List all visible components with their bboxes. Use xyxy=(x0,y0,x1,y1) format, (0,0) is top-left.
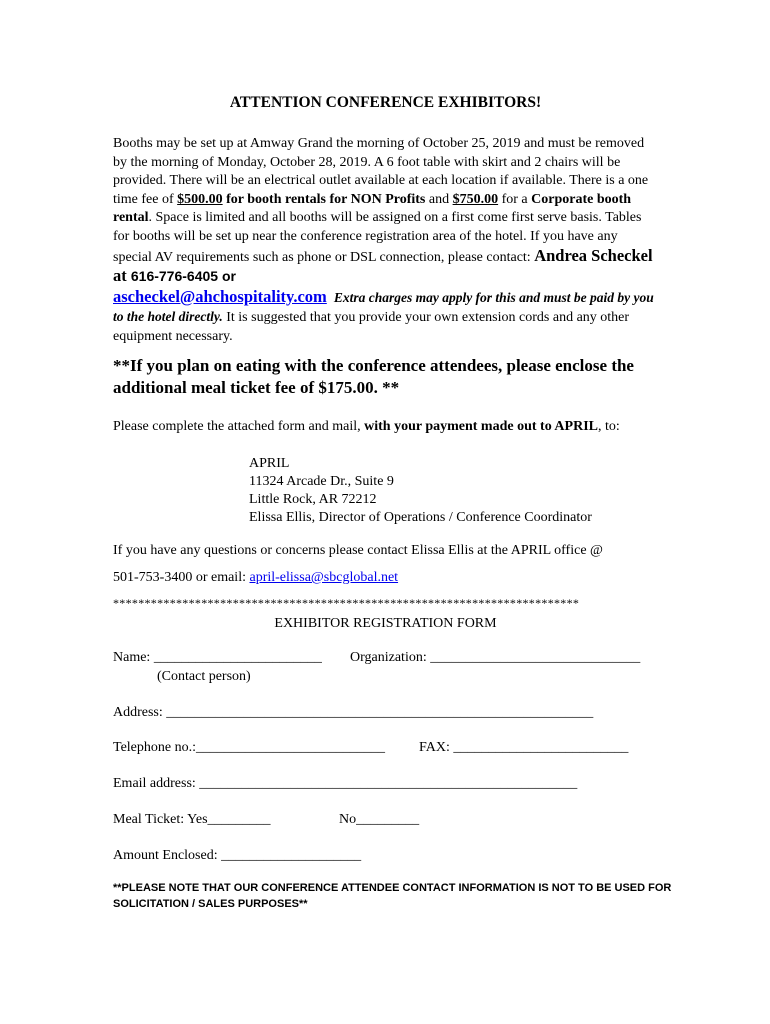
instructions xyxy=(113,418,658,436)
fee-nonprofit-label: for booth rentals for NON Profits xyxy=(222,191,426,207)
contact-phone: 616-776-6405 or xyxy=(130,268,236,285)
separator-line: ************************************************************************** xyxy=(113,596,580,610)
questions-phone: 501-753-3400 or email: xyxy=(113,570,250,585)
meal-ticket-no-field[interactable]: No_________ xyxy=(339,812,420,827)
instructions-payment: with your payment made out to APRIL xyxy=(364,419,598,434)
instructions-text: Please complete the attached form and mail, xyxy=(113,419,365,434)
intro-paragraph xyxy=(113,135,658,347)
amount-enclosed-field[interactable]: Amount Enclosed: ____________________ xyxy=(113,848,362,863)
intro-text-6: . Space is limited and all booths will be assigned on a first come first serve basis. Tables for booths will be set up near the conference registration area of the hotel. If you have any special AV requirements such as phone or DSL connection, please contact: xyxy=(113,210,642,265)
page-title: ATTENTION CONFERENCE EXHIBITORS! xyxy=(229,94,542,111)
address-field[interactable]: Address: _____________________________________________________________ xyxy=(113,705,594,720)
address-line: Little Rock, AR 72212 xyxy=(249,492,377,507)
organization-field[interactable]: Organization: ______________________________ xyxy=(350,650,641,665)
meal-notice: **If you plan on eating with the conference attendees, please enclose the additional meal ticket fee of $175.00. ** xyxy=(113,356,634,397)
telephone-field[interactable]: Telephone no.:___________________________ xyxy=(113,740,385,755)
address-line: Elissa Ellis, Director of Operations / Conference Coordinator xyxy=(249,510,592,525)
questions-line-2 xyxy=(113,570,398,586)
instructions-to: , to: xyxy=(598,419,620,434)
fee-nonprofit: $500.00 xyxy=(177,191,223,207)
contact-name: Andrea Scheckel at xyxy=(113,245,653,286)
address-line: 11324 Arcade Dr., Suite 9 xyxy=(249,474,394,489)
questions-email-link[interactable]: april-elissa@sbcglobal.net xyxy=(249,570,399,585)
solicitation-note: **PLEASE NOTE THAT OUR CONFERENCE ATTENDEE CONTACT INFORMATION IS NOT TO BE USED FOR SOLICITATION / SALES PURPOSES** xyxy=(113,882,672,910)
intro-text-7: It is suggested that you provide your own extension cords and any other equipment necessary. xyxy=(113,310,630,344)
contact-email-link[interactable]: ascheckel@ahchospitality.com xyxy=(113,286,327,306)
fee-corporate: $750.00 xyxy=(452,191,499,207)
fax-field[interactable]: FAX: _________________________ xyxy=(419,740,629,755)
fee-corporate-label: Corporate booth rental xyxy=(113,191,632,226)
intro-text-4: for a xyxy=(498,191,532,207)
intro-text-3: and xyxy=(425,191,453,207)
mailing-address xyxy=(249,455,592,527)
address-line: APRIL xyxy=(249,456,290,471)
questions-line-1: If you have any questions or concerns please contact Elissa Ellis at the APRIL office @ xyxy=(113,543,603,558)
name-field[interactable]: Name: ________________________ xyxy=(113,650,322,665)
email-field[interactable]: Email address: ______________________________________________________ xyxy=(113,776,578,791)
intro-text-1: Booths may be set up at Amway Grand the morning of October 25, 2019 and must be removed by the morning of Monday, October 28, 2019. A 6 foot table with skirt and 2 chairs will be provided. There will be an electrical outlet available at each location if available. There is a one time fee of xyxy=(113,136,649,207)
extra-charges-note: Extra charges may apply for this and must be paid by you to the hotel directly. xyxy=(113,289,654,325)
meal-ticket-yes-field[interactable]: Meal Ticket: Yes_________ xyxy=(113,812,271,827)
contact-person-label: (Contact person) xyxy=(157,669,251,684)
form-title: EXHIBITOR REGISTRATION FORM xyxy=(274,616,497,631)
